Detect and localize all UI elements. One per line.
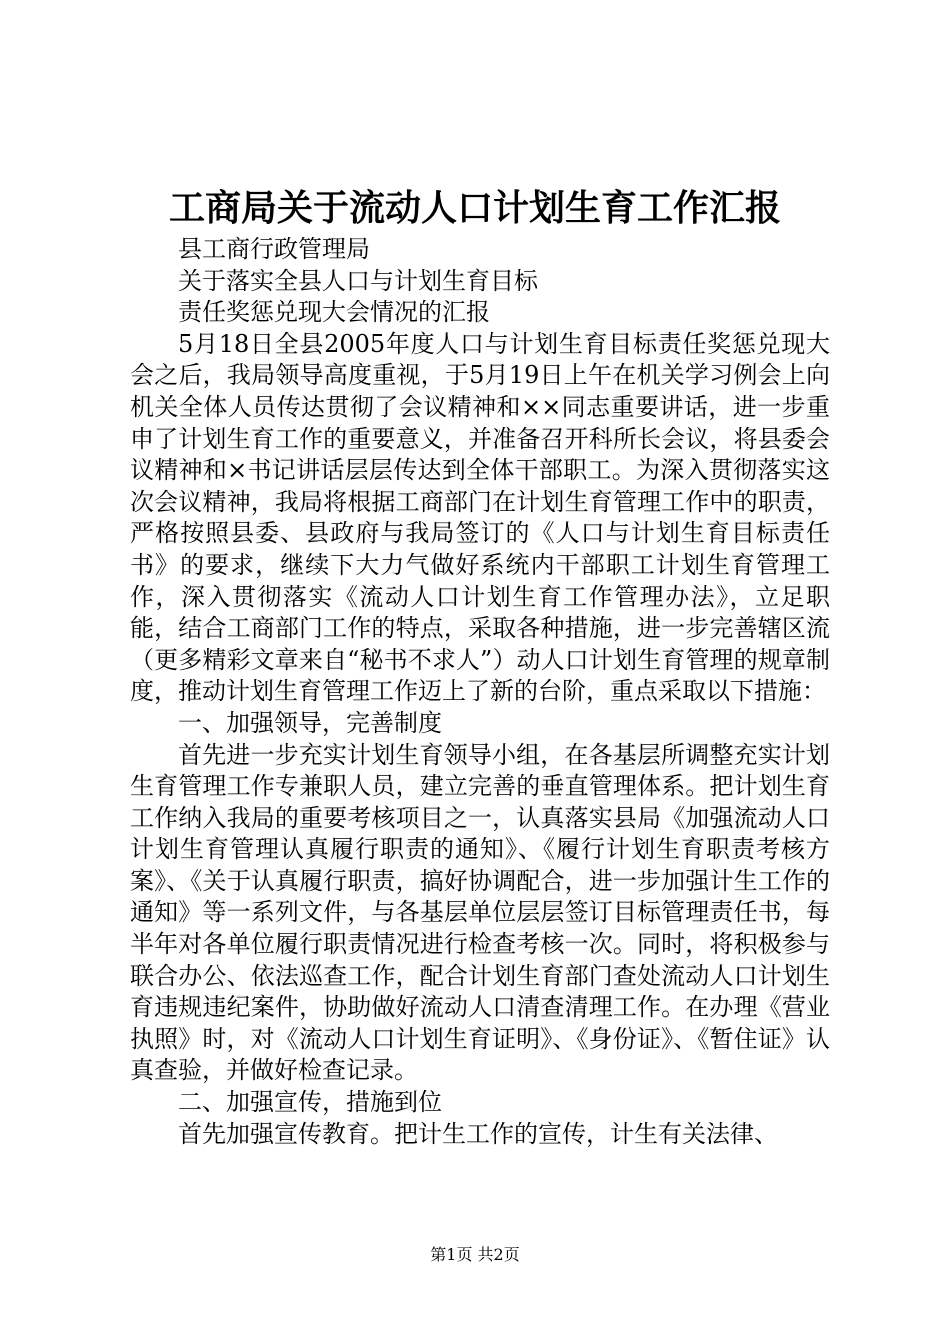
section-heading-2: 二、加强宣传，措施到位 bbox=[178, 1088, 442, 1117]
document-title: 工商局关于流动人口计划生育工作汇报 bbox=[168, 187, 781, 229]
paragraph-section-2: 首先加强宣传教育。把计生工作的宣传，计生有关法律、 bbox=[178, 1119, 778, 1148]
section-heading-1: 一、加强领导，完善制度 bbox=[178, 708, 442, 737]
paragraph-section-1: 首先进一步充实计划生育领导小组，在各基层所调整充实计划生育管理工作专兼职人员，建立完善的垂直管理体系。把计划生育工作纳入我局的重要考核项目之一，认真落实县局《加强流动人口计划生育管理认真履行职责的通知》、《履行计划生育职责考核方案》、《关于认真履行职责，搞好协调配合，进一步加强计生工作的通知》等一系列文件，与各基层单位层层签订目标管理责任书，每半年对各单位履行职责情况进行检查考核一次。同时，将积极参与联合办公、依法巡查工作，配合计划生育部门查处流动人口计划生育违规违纪案件，协助做好流动人口清查清理工作。在办理《营业执照》时，对《流动人口计划生育证明》、《身份证》、《暂住证》认真查验，并做好检查记录。 bbox=[130, 740, 830, 1085]
page-footer: 第1页 共2页 bbox=[430, 1245, 520, 1264]
paragraph-subject-line-2: 责任奖惩兑现大会情况的汇报 bbox=[178, 298, 490, 327]
paragraph-intro: 5月18日全县2005年度人口与计划生育目标责任奖惩兑现大会之后，我局领导高度重视，于5月19日上午在机关学习例会上向机关全体人员传达贯彻了会议精神和××同志重要讲话，进一步重申了计划生育工作的重要意义，并准备召开科所长会议，将县委会议精神和×书记讲话层层传达到全体干部职工。为深入贯彻落实这次会议精神，我局将根据工商部门在计划生育管理工作中的职责，严格按照县委、县政府与我局签订的《人口与计划生育目标责任书》的要求，继续下大力气做好系统内干部职工计划生育管理工作，深入贯彻落实《流动人口计划生育工作管理办法》，立足职能，结合工商部门工作的特点，采取各种措施，进一步完善辖区流（更多精彩文章来自“秘书不求人”）动人口计划生育管理的规章制度，推动计划生育管理工作迈上了新的台阶，重点采取以下措施： bbox=[130, 329, 830, 706]
paragraph-subject-line-1: 关于落实全县人口与计划生育目标 bbox=[178, 266, 538, 295]
document-body bbox=[130, 234, 830, 1150]
paragraph-agency: 县工商行政管理局 bbox=[178, 235, 370, 263]
